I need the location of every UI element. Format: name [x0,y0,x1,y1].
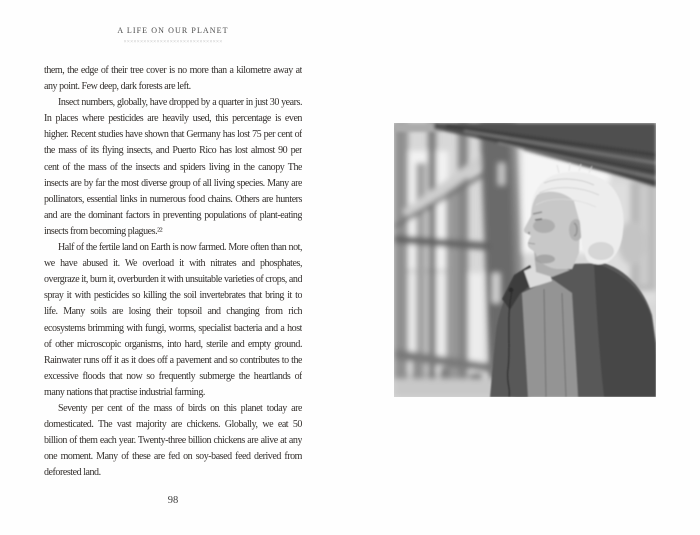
body-text [44,63,302,493]
paragraph-3: Half of the fertile land on Earth is now farmed. More often than not, we have abused it. We overload it with nitrates and phosphates, overgraze it, burn it, overburden it with unsuitable varieties of crops, and spray it with pesticides so killing the soil invertebrates that bring it to life. Many soils are losing their topsoil and changing from rich ecosystems brimming with fungi, worms, specialist bacteria and a host of other microscopic organisms, into hard, sterile and empty ground. Rainwater runs off it as it does off a pavement and so contributes to the excessive floods that now so frequently submerge the heartlands of many nations that practise industrial farming. [44,242,302,398]
portrait-photo [394,123,656,397]
paragraph-2: Insect numbers, globally, have dropped by a quarter in just 30 years. In places where pesticides are heavily used, this percentage is even higher. Recent studies have shown that Germany has lost 75 per cent of the mass of its flying insects, and Puerto Rico has lost almost 90 per cent of the mass of the insects and spiders living in the canopy The insects are by far the most diverse group of all living species. Many are pollinators, essential links in numerous food chains. Others are hunters and are the dominant factors in preventing populations of plant-eating insects from becoming plagues.²² [44,97,302,237]
left-page [44,26,302,493]
portrait-photo-graphic [394,123,656,397]
paragraph-1: them, the edge of their tree cover is no more than a kilometre away at any point. Few deep, dark forests are left. [44,65,302,93]
header-ornament: ×××××××××××××××××××××××××××××× [123,40,223,45]
page-number: 98 [167,495,179,506]
running-header: A LIFE ON OUR PLANET [117,26,229,35]
paragraph-4: Seventy per cent of the mass of birds on this planet today are domesticated. The vast majority are chickens. Globally, we eat 50 billion of them each year. Twenty-three billion chickens are alive at any one moment. Many of these are fed on soy-based feed derived from deforested land. [44,402,302,479]
